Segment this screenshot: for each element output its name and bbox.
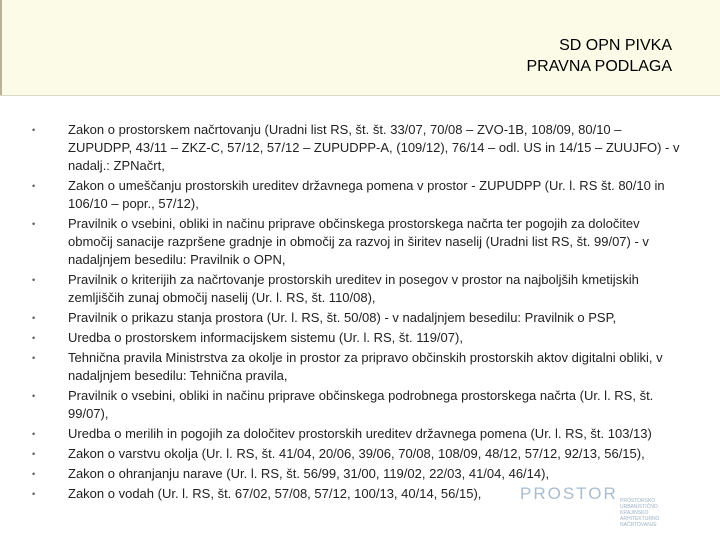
logo-subtitle: PROSTORSKO URBANISTIČNO KRAJINSKO ARHITEKTURNO NAČRTOVANJE (620, 498, 660, 528)
list-item (24, 215, 684, 269)
bullet-icon: • (32, 125, 36, 135)
bullet-icon: • (32, 313, 36, 323)
list-item (24, 425, 684, 443)
list-item-text: Zakon o prostorskem načrtovanju (Uradni list RS, št. št. 33/07, 70/08 – ZVO-1B, 108/09, 80/10 – ZUPUDPP, 43/11 – ZKZ-C, 57/12, 57/12 – ZUPUDPP-A, (109/12), 76/14 – odl. US in 14/15 – ZUUJFO) - v nadalj.: ZPNačrt, (68, 122, 680, 173)
list-item-text: Zakon o vodah (Ur. l. RS, št. 67/02, 57/08, 57/12, 100/13, 40/14, 56/15), (68, 486, 482, 501)
list-item (24, 445, 684, 463)
bullet-icon: • (32, 219, 36, 229)
logo-wordmark: PROSTOR (520, 484, 618, 503)
list-item (24, 329, 684, 347)
bullet-icon: • (32, 391, 36, 401)
list-item-text: Zakon o ohranjanju narave (Ur. l. RS, št. 56/99, 31/00, 119/02, 22/03, 41/04, 46/14), (68, 466, 550, 481)
list-item (24, 121, 684, 175)
bullet-icon: • (32, 429, 36, 439)
list-item-text: Pravilnik o kriterijih za načrtovanje prostorskih ureditev in posegov v prostor na najboljših kmetijskih zemljiščih zunaj območij naselij (Ur. l. RS, št. 110/08), (68, 272, 639, 305)
list-item-text: Tehnična pravila Ministrstva za okolje in prostor za pripravo občinskih prostorskih aktov digitalni obliki, v nadaljnjem besedilu: Tehnična pravila, (68, 350, 663, 383)
list-item-text: Zakon o varstvu okolja (Ur. l. RS, št. 41/04, 20/06, 39/06, 70/08, 108/09, 48/12, 57/12, 92/13, 56/15), (68, 446, 645, 461)
bullet-icon: • (32, 489, 36, 499)
list-item-text: Pravilnik o vsebini, obliki in načinu priprave občinskega podrobnega prostorskega načrta (Ur. l. RS, št. 99/07), (68, 388, 654, 421)
list-item-text: Pravilnik o vsebini, obliki in načinu priprave občinskega prostorskega načrta ter pogojih za določitev območij sanacije razpršene gradnje in območij za razvoj in širitev naselij (Uradni list RS, št. 99/07) - v nadaljnjem besedilu: Pravilnik o OPN, (68, 216, 649, 267)
list-item (24, 271, 684, 307)
bullet-icon: • (32, 181, 36, 191)
list-item-text: Uredba o merilih in pogojih za določitev prostorskih ureditev državnega pomena (Ur. l. RS, št. 103/13) (68, 426, 652, 441)
list-item (24, 349, 684, 385)
list-item (24, 387, 684, 423)
legal-basis-list (24, 121, 684, 505)
list-item-text: Uredba o prostorskem informacijskem sistemu (Ur. l. RS, št. 119/07), (68, 330, 463, 345)
header-accent-line (0, 0, 2, 95)
page-subtitle: PRAVNA PODLAGA (526, 58, 672, 75)
list-item (24, 177, 684, 213)
list-item-text: Zakon o umeščanju prostorskih ureditev državnega pomena v prostor - ZUPUDPP (Ur. l. RS št. 80/10 in 106/10 – popr., 57/12), (68, 178, 665, 211)
page-title: SD OPN PIVKA (559, 37, 672, 54)
list-item-text: Pravilnik o prikazu stanja prostora (Ur. l. RS, št. 50/08) - v nadaljnjem besedilu: Pravilnik o PSP, (68, 310, 617, 325)
bullet-icon: • (32, 275, 36, 285)
bullet-icon: • (32, 449, 36, 459)
bullet-icon: • (32, 469, 36, 479)
bullet-icon: • (32, 353, 36, 363)
company-logo (520, 478, 690, 536)
bullet-icon: • (32, 333, 36, 343)
list-item (24, 309, 684, 327)
